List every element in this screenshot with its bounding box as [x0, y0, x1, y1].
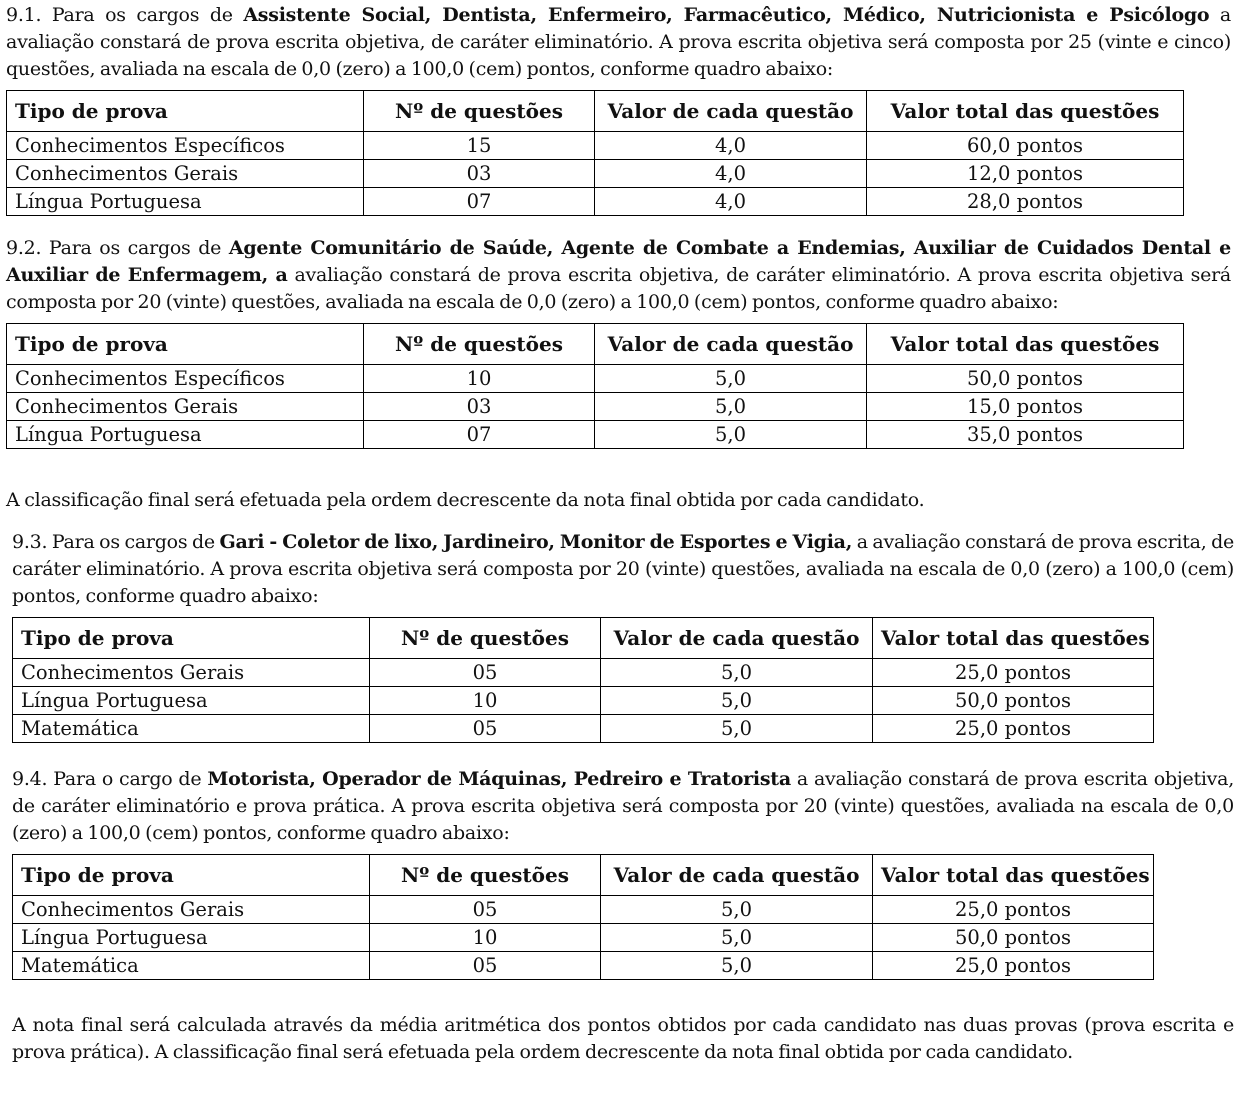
cell-valor-total: 60,0 pontos [867, 132, 1184, 160]
cell-tipo: Conhecimentos Gerais [7, 393, 364, 421]
table-row [13, 687, 1154, 715]
cell-valor-total: 50,0 pontos [873, 924, 1154, 952]
cell-tipo: Língua Portuguesa [13, 687, 370, 715]
cell-valor-cada: 5,0 [601, 924, 873, 952]
header-valor-total: Valor total das questões [867, 324, 1184, 365]
header-valor-cada: Valor de cada questão [601, 855, 873, 896]
header-questoes: Nº de questões [370, 855, 601, 896]
cell-valor-total: 25,0 pontos [873, 952, 1154, 980]
cell-valor-cada: 5,0 [595, 393, 867, 421]
table-9-3 [12, 617, 1154, 743]
table-header-row [7, 324, 1184, 365]
cell-valor-cada: 4,0 [595, 188, 867, 216]
table-row [13, 715, 1154, 743]
header-tipo: Tipo de prova [13, 618, 370, 659]
table-row [13, 659, 1154, 687]
table-header-row [13, 855, 1154, 896]
cell-questoes: 10 [370, 687, 601, 715]
cell-questoes: 05 [370, 715, 601, 743]
header-tipo: Tipo de prova [7, 91, 364, 132]
section-9-2-positions: Agente Comunitário de Saúde, Agente de Combate a Endemias, Auxiliar de Cuidados Dental e Auxiliar de Enfermagem, a [6, 237, 1231, 286]
cell-valor-total: 25,0 pontos [873, 896, 1154, 924]
cell-questoes: 03 [364, 393, 595, 421]
cell-questoes: 10 [370, 924, 601, 952]
header-valor-cada: Valor de cada questão [601, 618, 873, 659]
cell-valor-total: 12,0 pontos [867, 160, 1184, 188]
table-9-1 [6, 90, 1184, 216]
cell-tipo: Língua Portuguesa [7, 188, 364, 216]
header-questoes: Nº de questões [364, 91, 595, 132]
cell-tipo: Conhecimentos Gerais [13, 659, 370, 687]
cell-valor-total: 28,0 pontos [867, 188, 1184, 216]
header-valor-cada: Valor de cada questão [595, 324, 867, 365]
cell-valor-total: 15,0 pontos [867, 393, 1184, 421]
cell-tipo: Língua Portuguesa [7, 421, 364, 449]
cell-tipo: Conhecimentos Gerais [13, 896, 370, 924]
table-row [7, 188, 1184, 216]
section-9-1 [6, 2, 1231, 216]
cell-valor-cada: 4,0 [595, 132, 867, 160]
cell-valor-cada: 5,0 [601, 659, 873, 687]
cell-questoes: 07 [364, 188, 595, 216]
classification-note: A classificação final será efetuada pela ordem decrescente da nota final obtida por cada candidato. [6, 489, 925, 511]
table-9-4 [12, 854, 1154, 980]
cell-tipo: Conhecimentos Gerais [7, 160, 364, 188]
cell-tipo: Conhecimentos Específicos [7, 365, 364, 393]
cell-valor-total: 35,0 pontos [867, 421, 1184, 449]
cell-valor-total: 25,0 pontos [873, 659, 1154, 687]
table-header-row [13, 618, 1154, 659]
cell-tipo: Conhecimentos Específicos [7, 132, 364, 160]
cell-tipo: Língua Portuguesa [13, 924, 370, 952]
cell-valor-total: 25,0 pontos [873, 715, 1154, 743]
header-valor-cada: Valor de cada questão [595, 91, 867, 132]
header-tipo: Tipo de prova [7, 324, 364, 365]
cell-questoes: 05 [370, 952, 601, 980]
table-header-row [7, 91, 1184, 132]
cell-questoes: 05 [370, 659, 601, 687]
table-row [7, 421, 1184, 449]
table-row [13, 896, 1154, 924]
cell-valor-cada: 5,0 [595, 421, 867, 449]
table-row [7, 132, 1184, 160]
cell-valor-cada: 5,0 [595, 365, 867, 393]
header-valor-total: Valor total das questões [873, 855, 1154, 896]
final-grade-note: A nota final será calculada através da média aritmética dos pontos obtidos por cada candidato nas duas provas (prova escrita e prova prática). A classificação final será efetuada pela ordem decrescente da nota final obtida por cada candidato. [12, 1014, 1234, 1063]
header-valor-total: Valor total das questões [867, 91, 1184, 132]
table-9-2 [6, 323, 1184, 449]
section-9-4-positions: Motorista, Operador de Máquinas, Pedreiro e Tratorista [207, 768, 791, 790]
cell-questoes: 05 [370, 896, 601, 924]
table-row [7, 160, 1184, 188]
cell-valor-cada: 5,0 [601, 687, 873, 715]
table-row [7, 365, 1184, 393]
cell-valor-total: 50,0 pontos [867, 365, 1184, 393]
cell-questoes: 03 [364, 160, 595, 188]
cell-questoes: 10 [364, 365, 595, 393]
table-row [7, 393, 1184, 421]
cell-valor-cada: 5,0 [601, 715, 873, 743]
cell-questoes: 15 [364, 132, 595, 160]
section-9-3-paragraph: 9.3. Para os cargos de Gari - Coletor de lixo, Jardineiro, Monitor de Esportes e Vigia, a avaliação constará de prova escrita, de caráter eliminatório. A prova escrita objetiva será composta por 20 (vinte) questões, avaliada na escala de 0,0 (zero) a 100,0 (cem) pontos, conforme quadro abaixo: [12, 531, 1235, 607]
section-9-3 [12, 529, 1234, 743]
section-9-1-paragraph: 9.1. Para os cargos de Assistente Social, Dentista, Enfermeiro, Farmacêutico, Médico, Nutricionista e Psicólogo a avaliação constará de prova escrita objetiva, de caráter eliminatório. A prova escrita objetiva será composta por 25 (vinte e cinco) questões, avaliada na escala de 0,0 (zero) a 100,0 (cem) pontos, conforme quadro abaixo: [6, 4, 1231, 80]
header-tipo: Tipo de prova [13, 855, 370, 896]
cell-valor-total: 50,0 pontos [873, 687, 1154, 715]
cell-valor-cada: 5,0 [601, 896, 873, 924]
section-9-4 [12, 766, 1234, 980]
cell-tipo: Matemática [13, 715, 370, 743]
table-row [13, 924, 1154, 952]
section-9-2-paragraph: 9.2. Para os cargos de Agente Comunitário de Saúde, Agente de Combate a Endemias, Auxiliar de Cuidados Dental e Auxiliar de Enfermagem, a avaliação constará de prova escrita objetiva, de caráter eliminatório. A prova escrita objetiva será composta por 20 (vinte) questões, avaliada na escala de 0,0 (zero) a 100,0 (cem) pontos, conforme quadro abaixo: [6, 237, 1231, 313]
header-valor-total: Valor total das questões [873, 618, 1154, 659]
section-9-1-positions: Assistente Social, Dentista, Enfermeiro, Farmacêutico, Médico, Nutricionista e Psicólogo [243, 4, 1210, 26]
cell-valor-cada: 5,0 [601, 952, 873, 980]
table-row [13, 952, 1154, 980]
section-9-4-paragraph: 9.4. Para o cargo de Motorista, Operador de Máquinas, Pedreiro e Tratorista a avaliação constará de prova escrita objetiva, de caráter eliminatório e prova prática. A prova escrita objetiva será composta por 20 (vinte) questões, avaliada na escala de 0,0 (zero) a 100,0 (cem) pontos, conforme quadro abaixo: [12, 768, 1235, 844]
cell-valor-cada: 4,0 [595, 160, 867, 188]
cell-questoes: 07 [364, 421, 595, 449]
header-questoes: Nº de questões [364, 324, 595, 365]
section-9-3-positions: Gari - Coletor de lixo, Jardineiro, Monitor de Esportes e Vigia, [219, 531, 853, 553]
section-9-2 [6, 235, 1231, 449]
header-questoes: Nº de questões [370, 618, 601, 659]
cell-tipo: Matemática [13, 952, 370, 980]
